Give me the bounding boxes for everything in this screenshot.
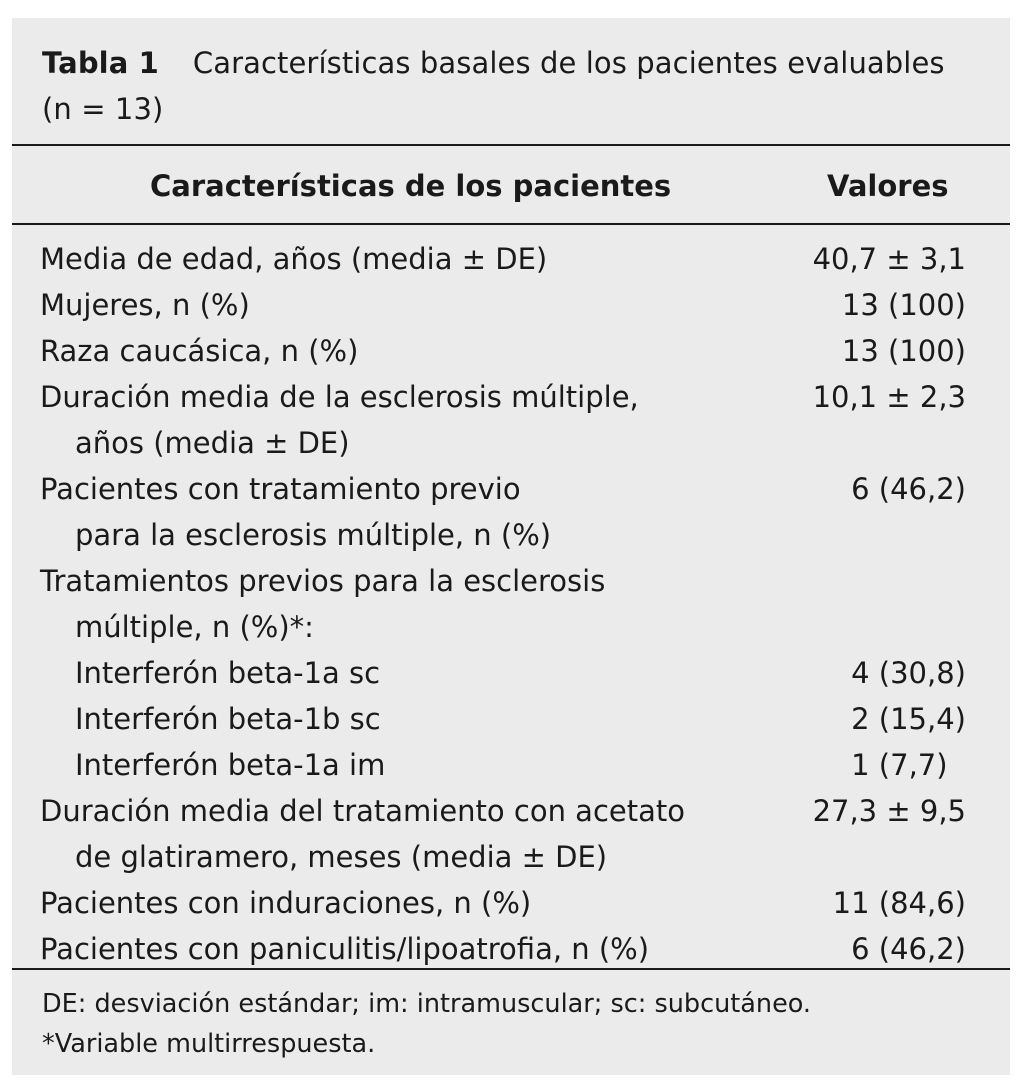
footnote-multiresponse: *Variable multirrespuesta. — [42, 1029, 376, 1059]
row-label: Mujeres, n (%) — [40, 288, 250, 322]
table-row — [12, 374, 1010, 420]
row-label: Duración media del tratamiento con acetato — [40, 794, 685, 828]
row-label: Pacientes con tratamiento previo — [40, 472, 521, 506]
row-label: Media de edad, años (media ± DE) — [40, 242, 548, 276]
table-row — [12, 282, 1010, 328]
footnote-abbreviations: DE: desviación estándar; im: intramuscular; sc: subcutáneo. — [42, 989, 812, 1019]
table-panel — [12, 18, 1010, 1075]
table-title: Características basales de los pacientes evaluables — [192, 46, 945, 80]
table-caption — [42, 40, 992, 132]
row-label: años (media ± DE) — [75, 426, 350, 460]
row-value: 40,7 ± 3,1 — [812, 242, 966, 276]
row-label: Pacientes con induraciones, n (%) — [40, 886, 532, 920]
row-label: Duración media de la esclerosis múltiple, — [40, 380, 639, 414]
row-value: 2 (15,4) — [851, 702, 966, 736]
row-value: 4 (30,8) — [851, 656, 966, 690]
row-label: de glatiramero, meses (media ± DE) — [75, 840, 608, 874]
table-row — [12, 696, 1010, 742]
row-label: Interferón beta-1a im — [75, 748, 386, 782]
row-value: 27,3 ± 9,5 — [812, 794, 966, 828]
table-body — [12, 236, 1010, 972]
column-header-values: Valores — [827, 169, 949, 203]
row-value: 6 (46,2) — [851, 472, 966, 506]
table-row-group-heading — [12, 558, 1010, 604]
table-row — [12, 788, 1010, 834]
row-value: 10,1 ± 2,3 — [812, 380, 966, 414]
row-value: 11 (84,6) — [832, 886, 966, 920]
table-row-continuation — [12, 604, 1010, 650]
table-footnotes — [42, 984, 811, 1064]
table-row — [12, 466, 1010, 512]
bottom-rule — [12, 968, 1010, 970]
table-row-continuation — [12, 834, 1010, 880]
row-label: Pacientes con paniculitis/lipoatrofia, n (%) — [40, 932, 650, 966]
table-row — [12, 650, 1010, 696]
row-label: para la esclerosis múltiple, n (%) — [75, 518, 552, 552]
row-value: 13 (100) — [841, 288, 966, 322]
column-header-characteristics: Características de los pacientes — [150, 169, 672, 203]
top-rule — [12, 144, 1010, 146]
table-title-continuation: (n = 13) — [42, 92, 164, 126]
row-label: Raza caucásica, n (%) — [40, 334, 359, 368]
row-label: Interferón beta-1b sc — [75, 702, 381, 736]
table-row — [12, 328, 1010, 374]
table-row — [12, 926, 1010, 972]
row-label: múltiple, n (%)*: — [75, 610, 314, 644]
row-label: Tratamientos previos para la esclerosis — [40, 564, 606, 598]
table-row — [12, 236, 1010, 282]
table-row-continuation — [12, 420, 1010, 466]
row-value: 13 (100) — [841, 334, 966, 368]
header-rule — [12, 223, 1010, 225]
table-row-continuation — [12, 512, 1010, 558]
row-value: 6 (46,2) — [851, 932, 966, 966]
table-row — [12, 742, 1010, 788]
row-label: Interferón beta-1a sc — [75, 656, 381, 690]
table-label: Tabla 1 — [42, 46, 159, 80]
table-row — [12, 880, 1010, 926]
row-value: 1 (7,7) — [851, 748, 966, 782]
